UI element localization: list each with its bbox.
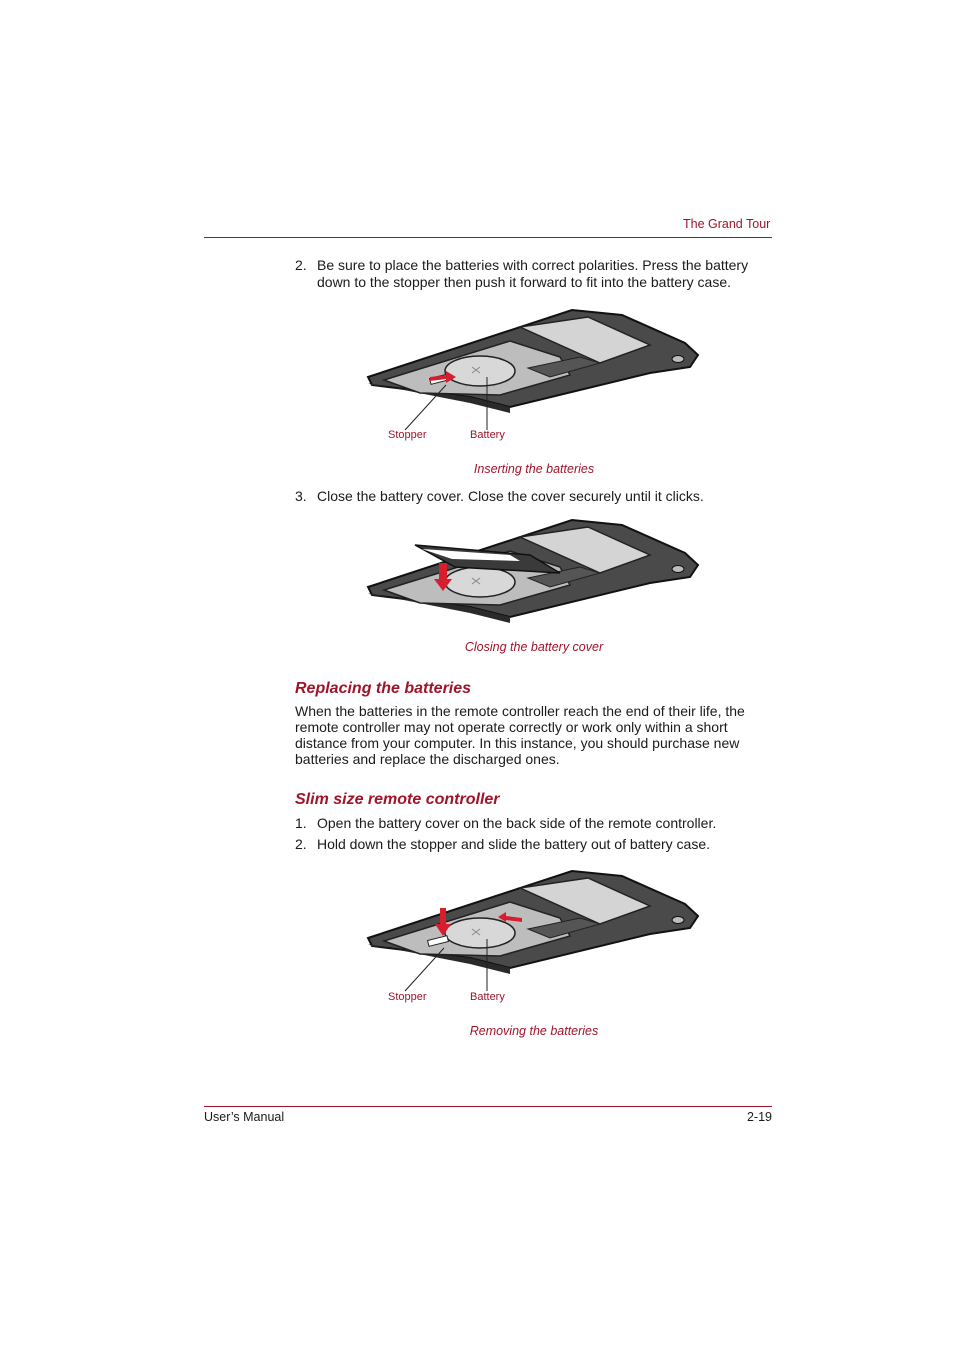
- step-text: Close the battery cover. Close the cover securely until it clicks.: [317, 488, 704, 504]
- inserting-batteries-illustration: [360, 305, 710, 440]
- figure-caption: Closing the battery cover: [464, 640, 604, 654]
- footer-rule: [204, 1106, 772, 1107]
- step-number: 1.: [295, 815, 307, 831]
- removing-batteries-illustration: [360, 866, 710, 1001]
- step-text: Open the battery cover on the back side of the remote controller.: [317, 815, 717, 831]
- remote-controller-body: [368, 871, 698, 974]
- battery-label: Battery: [470, 991, 505, 1003]
- stopper-label: Stopper: [388, 991, 427, 1003]
- page-number: 2-19: [746, 1110, 772, 1124]
- battery-shape: [445, 918, 515, 948]
- step-item: [295, 488, 773, 506]
- step-item: [295, 836, 773, 854]
- figure-caption: Inserting the batteries: [473, 462, 595, 476]
- section-paragraph: When the batteries in the remote controller reach the end of their life, the remote controller may not operate correctly or work only within a short distance from your computer. In this instance, you should purchase new batteries and replace the discharged ones.: [295, 703, 745, 767]
- step-item: [295, 257, 773, 291]
- running-header: The Grand Tour: [683, 217, 771, 231]
- step-text: Be sure to place the batteries with correct polarities. Press the battery down to the stopper then push it forward to fit into the battery case.: [317, 257, 749, 290]
- battery-shape: [445, 567, 515, 597]
- closing-battery-cover-illustration: [360, 515, 710, 635]
- footer-manual-title: User’s Manual: [204, 1110, 285, 1124]
- figure-caption: Removing the batteries: [469, 1024, 599, 1038]
- remote-controller-body: [368, 310, 698, 413]
- step-number: 2.: [295, 257, 307, 273]
- stopper-label: Stopper: [388, 429, 427, 441]
- battery-shape: [445, 356, 515, 386]
- battery-label: Battery: [470, 429, 505, 441]
- step-item: [295, 815, 773, 833]
- step-number: 3.: [295, 488, 307, 504]
- step-number: 2.: [295, 836, 307, 852]
- header-rule: [204, 237, 772, 238]
- step-text: Hold down the stopper and slide the battery out of battery case.: [317, 836, 711, 852]
- section-heading: Replacing the batteries: [295, 680, 472, 697]
- section-heading: Slim size remote controller: [295, 791, 500, 808]
